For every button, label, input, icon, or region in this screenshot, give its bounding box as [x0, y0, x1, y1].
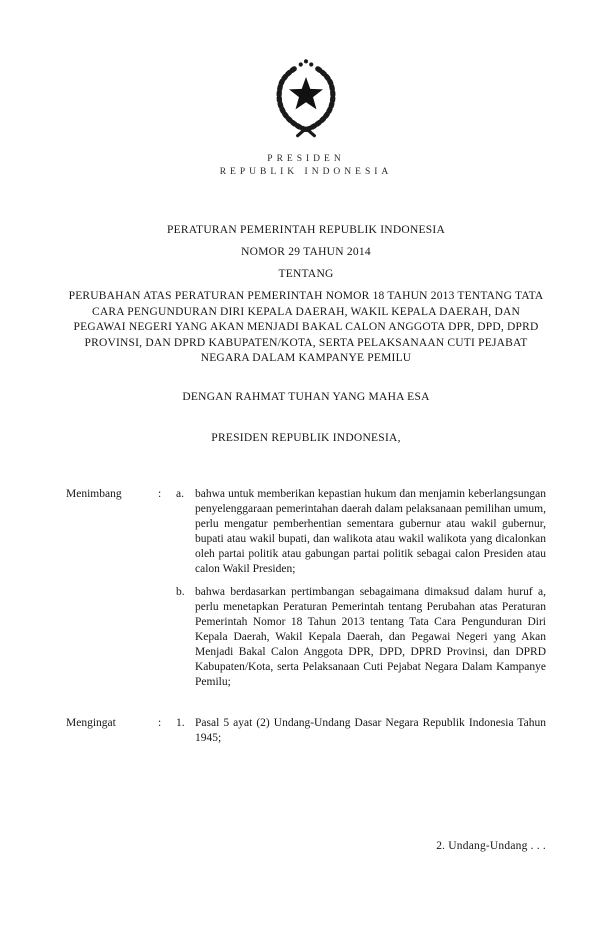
letterhead-republik-indonesia: REPUBLIK INDONESIA	[219, 167, 393, 177]
item-text: Pasal 5 ayat (2) Undang-Undang Dasar Negara Republik Indonesia Tahun 1945;	[195, 716, 546, 744]
title-block	[66, 223, 546, 367]
recalling-label: Mengingat	[66, 716, 116, 729]
item-text: bahwa berdasarkan pertimbangan sebagaimana dimaksud dalam huruf a, perlu menetapkan Peraturan Pemerintah tentang Perubahan atas Peraturan Pemerintah Nomor 18 Tahun 2013 tentang Tata Cara Pengunduran Diri Kepala Daerah, Wakil Kepala Daerah, dan Pegawai Negeri yang Akan Menjadi Bakal Calon Anggota DPR, DPD, DPRD Provinsi, dan DPRD Kabupaten/Kota, serta Pelaksanaan Cuti Pejabat Negara Dalam Kampanye Pemilu;	[195, 585, 546, 688]
item-marker: a.	[176, 487, 184, 500]
regulation-subject: PERUBAHAN ATAS PERATURAN PEMERINTAH NOMOR 18 TAHUN 2013 TENTANG TATA CARA PENGUNDURAN DIRI KEPALA DAERAH, WAKIL KEPALA DAERAH, DAN PEGAWAI NEGERI YANG AKAN MENJADI BAKAL CALON ANGGOTA DPR, DPD, DPRD PROVINSI, DAN DPRD KABUPATEN/KOTA, SERTA PELAKSANAAN CUTI PEJABAT NEGARA DALAM KAMPANYE PEMILU	[68, 290, 544, 364]
item-marker: b.	[176, 585, 185, 598]
item-text: bahwa untuk memberikan kepastian hukum dan menjamin keberlangsungan penyelenggaraan pemerintahan daerah dalam pelaksanaan pemilihan umum, perlu mengatur pemberhentian sementara gubernur atau wakil gubernur, bupati atau wakil bupati, dan walikota atau wakil walikota yang dicalonkan oleh partai politik atau gabungan partai politik sebagai calon Presiden atau calon Wakil Presiden;	[195, 487, 546, 575]
considering-label: Menimbang	[66, 487, 122, 500]
considering-item-b	[176, 585, 546, 690]
item-marker: 1.	[176, 716, 185, 729]
considering-clause	[66, 487, 546, 690]
letterhead	[0, 0, 612, 179]
document-body	[66, 223, 546, 746]
letterhead-presiden: PRESIDEN	[267, 154, 345, 164]
presidential-seal-icon	[258, 54, 354, 142]
recalling-items	[176, 716, 546, 746]
tentang-label: TENTANG	[278, 268, 334, 280]
recalling-colon: :	[158, 716, 162, 729]
considering-colon: :	[158, 487, 162, 500]
recalling-item-1	[176, 716, 546, 746]
considering-items	[176, 487, 546, 690]
invocation-line: DENGAN RAHMAT TUHAN YANG MAHA ESA	[182, 390, 430, 403]
considering-item-a	[176, 487, 546, 577]
authority-line: PRESIDEN REPUBLIK INDONESIA,	[211, 431, 401, 444]
regulation-title: PERATURAN PEMERINTAH REPUBLIK INDONESIA	[166, 224, 446, 236]
regulation-number: NOMOR 29 TAHUN 2014	[241, 246, 371, 258]
recalling-clause	[66, 716, 546, 746]
page-catchword: 2. Undang-Undang . . .	[436, 840, 546, 852]
